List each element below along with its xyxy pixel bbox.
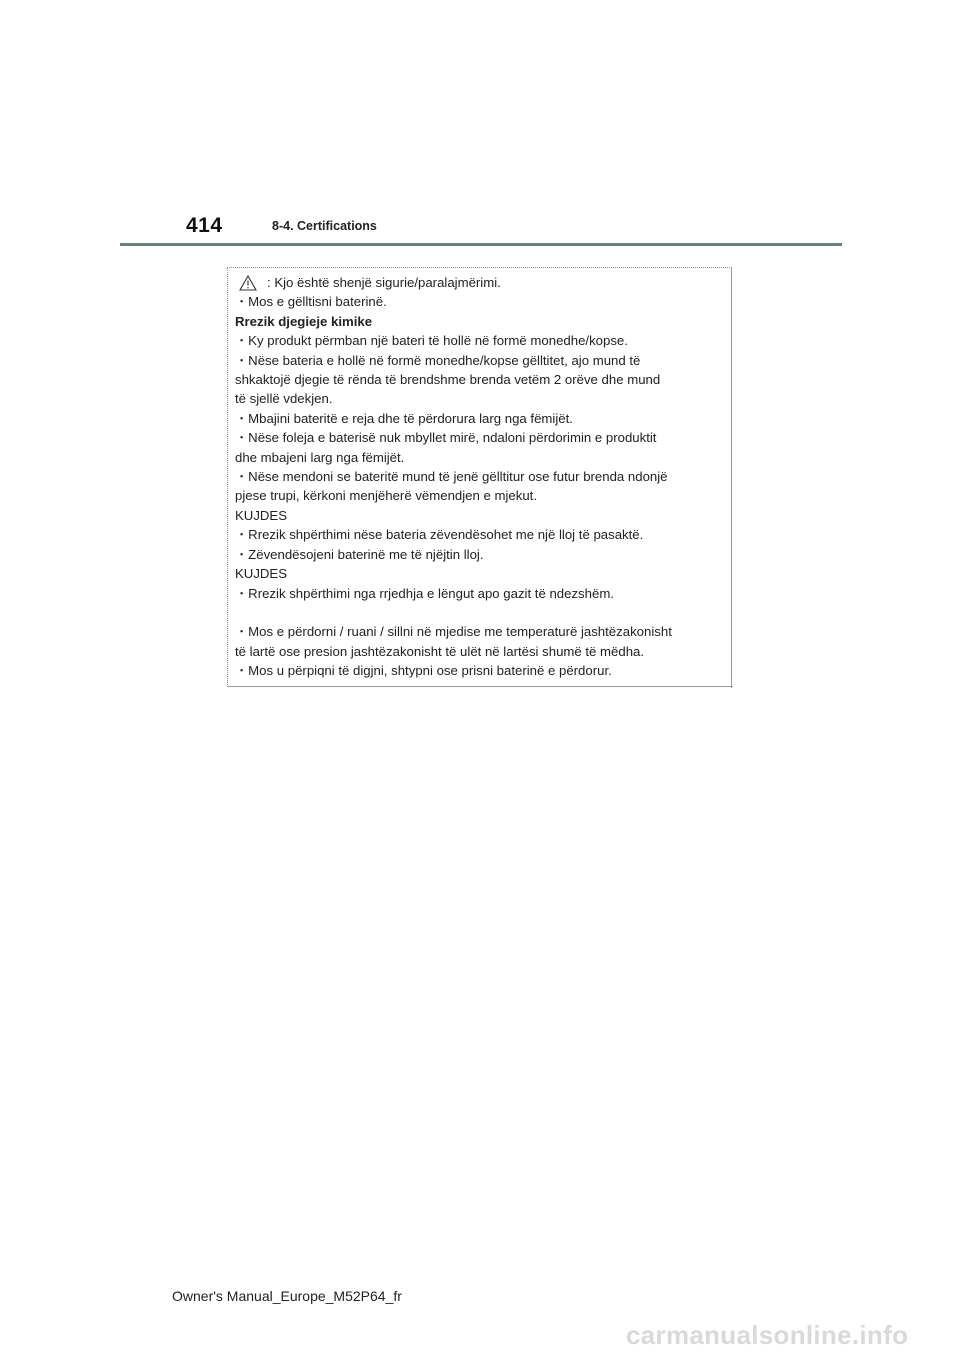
notice-line: ・Zëvendësojeni baterinë me të njëjtin lloj. [235,546,484,562]
notice-line: ・Mbajini bateritë e reja dhe të përdorura larg nga fëmijët. [235,410,573,426]
notice-line: shkaktojë djegie të rënda të brendshme brenda vetëm 2 orëve dhe mund [235,372,661,388]
notice-line: të lartë ose presion jashtëzakonisht të ulët në lartësi shumë të mëdha. [235,643,645,659]
notice-line: KUJDES [235,566,288,582]
warning-triangle-icon [239,275,257,291]
notice-line: ・Mos e gëlltisni baterinë. [235,294,387,310]
notice-line: ・Nëse mendoni se bateritë mund të jenë gëlltitur ose futur brenda ndonjë [235,469,668,485]
notice-line: ・Nëse bateria e hollë në formë monedhe/kopse gëlltitet, ajo mund të [235,352,641,368]
warning-sign-row [235,273,730,292]
notice-line: të sjellë vdekjen. [235,391,333,407]
notice-line: dhe mbajeni larg nga fëmijët. [235,449,405,465]
notice-spacer [235,603,730,622]
notice-line: ・Rrezik shpërthimi nga rrjedhja e lëngut apo gazit të ndezshëm. [235,585,614,601]
notice-line: KUJDES [235,507,288,523]
notice-line: ・Mos e përdorni / ruani / sillni në mjedise me temperaturë jashtëzakonisht [235,624,672,640]
watermark: carmanualsonline.info [626,1320,909,1350]
notice-line: ・Mos u përpiqni të digjni, shtypni ose prisni baterinë e përdorur. [235,663,612,679]
box-edge-bottom [227,686,733,687]
section-title: 8-4. Certifications [272,219,377,233]
notice-lines [235,292,730,680]
notice-line: ・Ky produkt përmban një bateri të hollë në formë monedhe/kopse. [235,333,628,349]
box-edge-right [731,267,732,688]
footer-manual-id: Owner's Manual_Europe_M52P64_fr [172,1288,402,1304]
page-number: 414 [186,214,223,237]
warning-sign-text: : Kjo është shenjë sigurie/paralajmërimi. [267,275,501,290]
header-rule [120,243,842,246]
notice-line: pjese trupi, kërkoni menjëherë vëmendjen e mjekut. [235,488,538,504]
safety-notice-box [227,267,732,687]
notice-line: ・Rrezik shpërthimi nëse bateria zëvendësohet me një lloj të pasaktë. [235,527,644,543]
notice-content [235,273,730,681]
notice-heading: Rrezik djegieje kimike [235,313,373,329]
notice-line: ・Nëse foleja e baterisë nuk mbyllet mirë, ndaloni përdorimin e produktit [235,430,657,446]
